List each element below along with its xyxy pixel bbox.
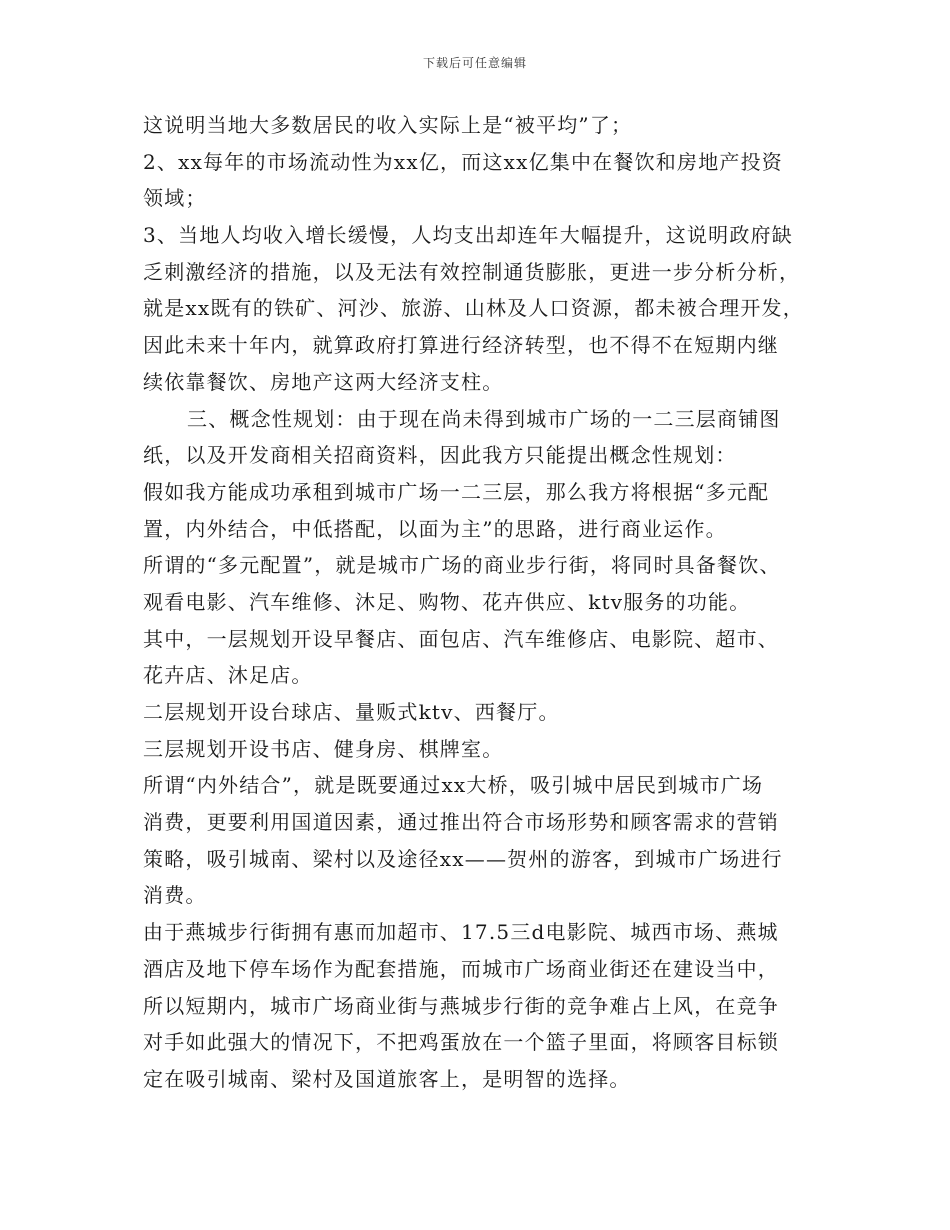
text-line: 就是xx既有的铁矿、河沙、旅游、山林及人口资源，都未被合理开发， [143,296,804,321]
text-line: 2、xx每年的市场流动性为xx亿，而这xx亿集中在餐饮和房地产投资 [143,149,783,174]
text-line: 其中，一层规划开设早餐店、面包店、汽车维修店、电影院、超市、 [143,626,779,651]
text-line: 二层规划开设台球店、量贩式ktv、西餐厅。 [143,700,560,724]
text-line: 纸，以及开发商相关招商资料，因此我方只能提出概念性规划： [143,443,737,468]
text-line: 消费。 [143,883,207,908]
text-line: 定在吸引城南、梁村及国道旅客上，是明智的选择。 [143,1066,631,1091]
text-line: 假如我方能成功承租到城市广场一二三层，那么我方将根据“多元配 [143,479,770,504]
text-line: 乏刺激经济的措施，以及无法有效控制通货膨胀，更进一步分析分析， [143,259,801,284]
text-line: 因此未来十年内，就算政府打算进行经济转型，也不得不在短期内继 [143,333,779,358]
text-line: 置，内外结合，中低搭配，以面为主”的思路，进行商业运作。 [143,516,727,541]
text-line: 消费，更要利用国道因素，通过推出符合市场形势和顾客需求的营销 [143,810,779,835]
text-line: 酒店及地下停车场作为配套措施，而城市广场商业街还在建设当中， [143,956,779,981]
text-line: 三层规划开设书店、健身房、棋牌室。 [143,736,504,761]
text-line: 所谓的“多元配置”，就是城市广场的商业步行街，将同时具备餐饮、 [143,553,781,578]
text-line: 观看电影、汽车维修、沐足、购物、花卉供应、ktv服务的功能。 [143,589,751,614]
text-line: 这说明当地大多数居民的收入实际上是“被平均”了； [143,113,633,137]
text-line: 所谓“内外结合”，就是既要通过xx大桥，吸引城中居民到城市广场 [143,773,764,798]
text-line: 领域； [143,186,207,211]
text-line: 续依靠餐饮、房地产这两大经济支柱。 [143,369,504,394]
section-heading-line: 三、概念性规划：由于现在尚未得到城市广场的一二三层商铺图 [187,406,781,431]
text-line: 由于燕城步行街拥有惠而加超市、17.5三d电影院、城西市场、燕城 [143,920,779,945]
text-line: 花卉店、沐足店。 [143,663,313,688]
page-header-note: 下载后可任意编辑 [422,56,527,70]
text-line: 对手如此强大的情况下，不把鸡蛋放在一个篮子里面，将顾客目标锁 [143,1030,779,1055]
document-body [143,107,823,1098]
text-line: 策略，吸引城南、梁村以及途径xx——贺州的游客，到城市广场进行 [143,846,783,871]
text-line: 所以短期内，城市广场商业街与燕城步行街的竞争难占上风，在竞争 [143,993,779,1018]
text-line: 3、当地人均收入增长缓慢，人均支出却连年大幅提升，这说明政府缺 [143,223,793,248]
